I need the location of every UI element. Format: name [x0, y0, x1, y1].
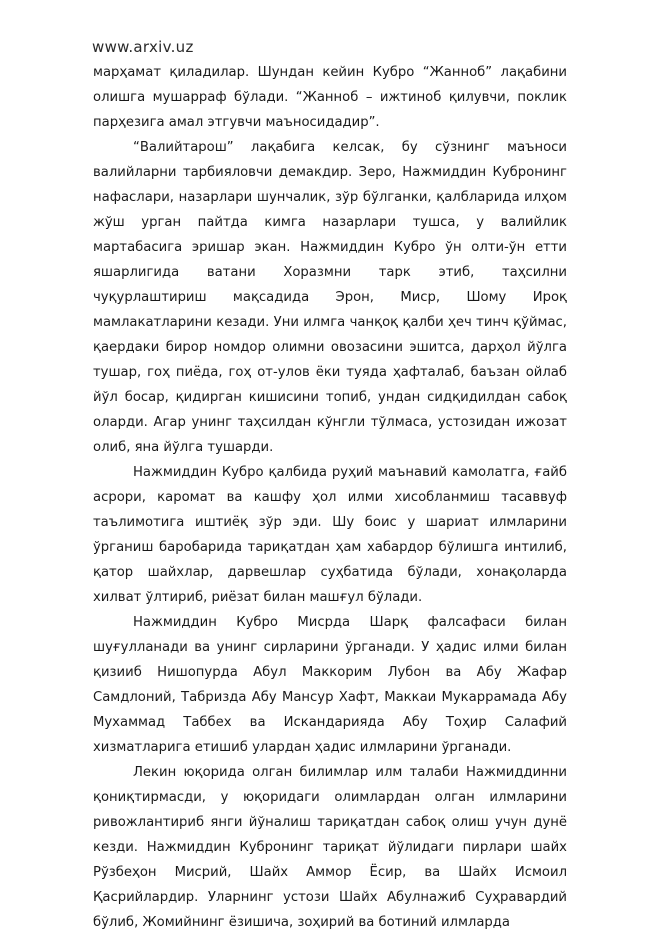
paragraph-2: “Валийтарош” лақабига келсак, бу сўзнинг маъноси валийларни тарбияловчи демакдир. Зеро, Нажмиддин Кубронинг нафаслари, назарлари шунчалик, зўр бўлганки, қалбларида илҳом жўш урган пайтда кимга назарлари тушса, у валийлик мартабасига эришар экан. Нажмиддин Кубро ўн олти-ўн етти яшарлигида ватани Хоразмни тарк этиб, таҳсилни чуқурлаштириш мақсадида Эрон, Миср, Шому Ироқ мамлакатларини кезади. Уни илмга чанқоқ қалби ҳеч тинч қўймас, қаердаки бирор номдор олимни овозасини эшитса, дарҳол йўлга тушар, гоҳ пиёда, гоҳ от-улов ёки туяда ҳафталаб, баъзан ойлаб йўл босар, қидирган кишисини топиб, ундан сидқидилдан сабоқ оларди. Агар унинг таҳсилдан кўнгли тўлмаса, устозидан ижозат олиб, яна йўлга тушарди.: [93, 140, 567, 455]
paragraph-4: Нажмиддин Кубро Мисрда Шарқ фалсафаси билан шуғулланади ва унинг сирларини ўрганади. У ҳадис илми билан қизииб Нишопурда Абул Маккорим Лубон ва Абу Жафар Самдлоний, Табризда Абу Мансур Хафт, Маккаи Мукаррамада Абу Мухаммад Таббех ва Искандарияда Абу Тоҳир Салафий хизматларига етишиб улардан ҳадис илмларини ўрганади.: [93, 615, 567, 755]
document-body: [93, 60, 567, 935]
site-watermark: www.arxiv.uz: [92, 38, 194, 56]
paragraph-3: Нажмиддин Кубро қалбида руҳий маънавий камолатга, ғайб асрори, каромат ва кашфу ҳол илми хисобланмиш тасаввуф таълимотига иштиёқ зўр эди. Шу боис у шариат илмларини ўрганиш баробарида тариқатдан ҳам хабардор бўлишга интилиб, қатор шайхлар, дарвешлар суҳбатида бўлади, хонақоларда хилват ўлтириб, риёзат билан машғул бўлади.: [93, 465, 567, 605]
paragraph-5: Лекин юқорида олган билимлар илм талаби Нажмиддинни қониқтирмасди, у юқоридаги олимлардан олган илмларини ривожлантириб янги йўналиш тариқатдан сабоқ олиш учун дунё кезди. Нажмиддин Кубронинг тариқат йўлидаги пирлари шайх Рўзбеҳон Мисрий, Шайх Аммор Ёсир, ва Шайх Исмоил Қасрийлардир. Уларнинг устози Шайх Абулнажиб Суҳравардий бўлиб, Жомийнинг ёзишича, зоҳирий ва ботиний илмларда: [93, 765, 567, 930]
paragraph-1: марҳамат қиладилар. Шундан кейин Кубро “Жанноб” лақабини олишга мушарраф бўлади. “Жанноб – ижтиноб қилувчи, поклик парҳезига амал этгувчи маъносидадир”.: [93, 65, 567, 130]
